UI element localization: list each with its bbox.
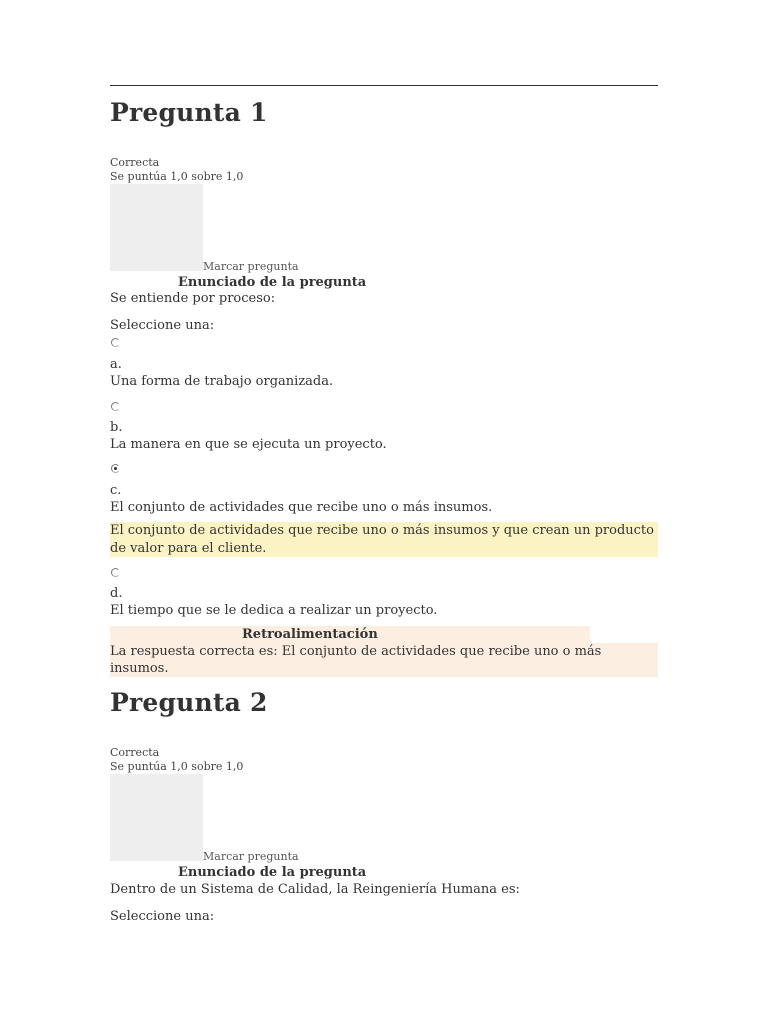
right-answer-text: La respuesta correcta es: El conjunto de actividades que recibe uno o más insumos. bbox=[110, 644, 602, 676]
question-2-score: Se puntúa 1,0 sobre 1,0 bbox=[110, 760, 244, 773]
option-d-radio[interactable] bbox=[111, 568, 120, 577]
option-a-letter: a. bbox=[110, 357, 122, 372]
flag-question-1-label[interactable]: Marcar pregunta bbox=[203, 260, 299, 273]
flag-question-2-label[interactable]: Marcar pregunta bbox=[203, 850, 299, 863]
option-c-feedback bbox=[110, 522, 658, 557]
option-b-text[interactable]: La manera en que se ejecuta un proyecto. bbox=[110, 437, 387, 452]
flag-question-2-image[interactable] bbox=[110, 774, 203, 861]
option-d-text[interactable]: El tiempo que se le dedica a realizar un proyecto. bbox=[110, 603, 438, 618]
option-a-text[interactable]: Una forma de trabajo organizada. bbox=[110, 374, 334, 389]
question-1-prompt: Seleccione una: bbox=[110, 318, 215, 333]
feedback-heading-bar bbox=[110, 626, 590, 643]
question-1-statement-heading: Enunciado de la pregunta bbox=[178, 275, 367, 290]
option-b-radio[interactable] bbox=[111, 402, 120, 411]
option-c-radio[interactable] bbox=[111, 464, 120, 473]
question-2-text: Dentro de un Sistema de Calidad, la Reingeniería Humana es: bbox=[110, 882, 520, 897]
question-1-text: Se entiende por proceso: bbox=[110, 291, 276, 306]
option-c-letter: c. bbox=[110, 483, 122, 498]
feedback-heading: Retroalimentación bbox=[242, 627, 378, 642]
question-1-status: Correcta bbox=[110, 156, 160, 169]
right-answer-box bbox=[110, 643, 658, 677]
option-d-letter: d. bbox=[110, 586, 123, 601]
question-2-statement-heading: Enunciado de la pregunta bbox=[178, 865, 367, 880]
top-divider bbox=[110, 85, 658, 86]
option-b-letter: b. bbox=[110, 420, 123, 435]
flag-question-1-image[interactable] bbox=[110, 184, 203, 271]
option-c-feedback-text: El conjunto de actividades que recibe uno o más insumos y que crean un producto de valor para el cliente. bbox=[110, 523, 654, 556]
question-2-title: Pregunta 2 bbox=[110, 688, 268, 717]
option-a-radio[interactable] bbox=[111, 338, 120, 347]
option-c-text[interactable]: El conjunto de actividades que recibe uno o más insumos. bbox=[110, 500, 493, 515]
question-1-title: Pregunta 1 bbox=[110, 98, 268, 127]
question-2-prompt: Seleccione una: bbox=[110, 909, 215, 924]
question-1-score: Se puntúa 1,0 sobre 1,0 bbox=[110, 170, 244, 183]
question-2-status: Correcta bbox=[110, 746, 160, 759]
